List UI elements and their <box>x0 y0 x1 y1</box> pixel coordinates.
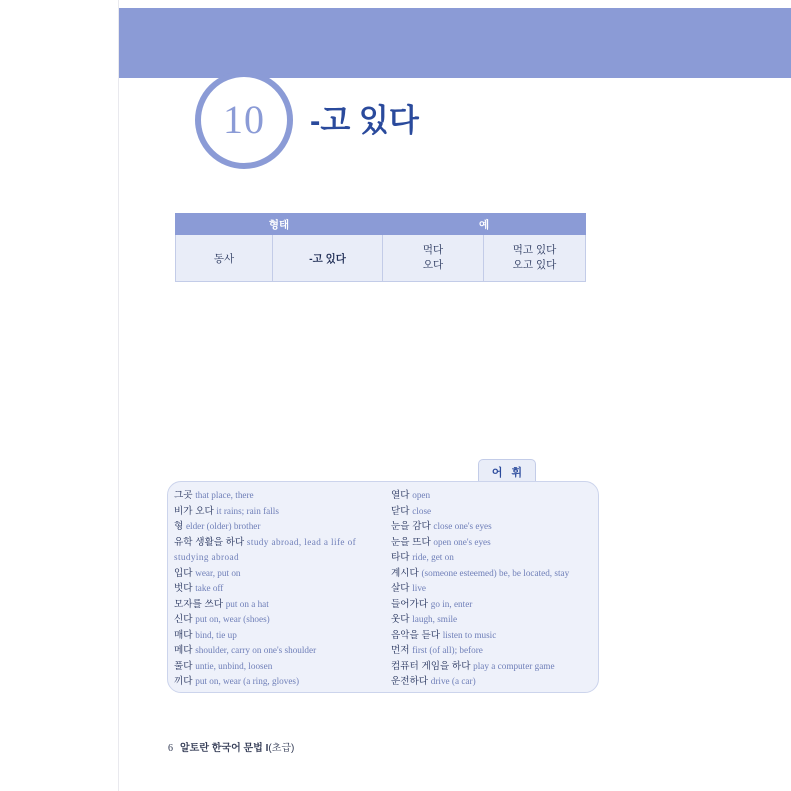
vocab-gloss: (someone esteemed) be, be located, stay <box>421 567 570 578</box>
list-item <box>174 628 377 644</box>
list-item <box>391 674 594 690</box>
list-item <box>174 504 377 520</box>
example-applied-1: 먹고 있다 <box>512 243 557 256</box>
vocab-term: 눈을 감다 <box>391 521 431 533</box>
list-item <box>391 519 594 535</box>
chapter-number-badge <box>195 71 293 169</box>
list-item <box>391 566 594 582</box>
vocabulary-tab-label: 어 휘 <box>491 466 526 479</box>
vocab-term: 모자를 쓰다 <box>174 598 224 610</box>
table-header-row <box>176 214 586 235</box>
vocab-gloss: that place, there <box>195 490 254 500</box>
vocabulary-column-left <box>174 488 377 688</box>
vocab-gloss: open <box>412 490 431 500</box>
example-base-2: 오다 <box>422 259 444 271</box>
book-level: (초급) <box>268 743 295 754</box>
book-title: 알토란 한국어 문법 I <box>180 743 269 754</box>
vocab-gloss: close one's eyes <box>433 521 492 532</box>
list-item <box>391 488 594 504</box>
list-item <box>391 659 594 675</box>
vocab-gloss: play a computer game <box>473 660 555 671</box>
cell-part-of-speech: 동사 <box>176 235 273 282</box>
vocab-gloss: it rains; rain falls <box>216 505 279 516</box>
list-item <box>391 597 594 613</box>
vocab-gloss: elder (older) brother <box>185 521 261 532</box>
vocab-term: 끼다 <box>174 676 193 688</box>
list-item <box>174 612 377 628</box>
vocab-gloss: ride, get on <box>412 552 454 563</box>
vocab-gloss: take off <box>195 583 224 594</box>
page-footer <box>168 739 294 754</box>
chapter-number: 10 <box>223 97 265 142</box>
example-base-1: 먹다 <box>422 243 444 256</box>
table-header-form: 형태 <box>176 214 383 235</box>
list-item <box>391 504 594 520</box>
list-item <box>391 550 594 566</box>
vocab-gloss: put on, wear (shoes) <box>195 614 270 625</box>
cell-form: -고 있다 <box>273 235 383 282</box>
vocab-gloss: first (of all); before <box>412 645 483 656</box>
vocab-term: 풀다 <box>174 660 193 672</box>
vocab-gloss: live <box>412 583 426 594</box>
vocab-term: 그곳 <box>174 490 193 501</box>
table-row <box>176 235 586 282</box>
vocab-gloss: drive (a car) <box>430 676 476 687</box>
page-title: -고 있다 <box>310 103 419 138</box>
vocab-gloss: listen to music <box>442 629 497 640</box>
vocab-term: 매다 <box>174 629 193 641</box>
cell-example-applied <box>484 235 586 282</box>
list-item <box>391 628 594 644</box>
vocab-term: 운전하다 <box>391 676 429 688</box>
vocab-term: 들어가다 <box>391 598 429 610</box>
list-item <box>174 581 377 597</box>
vocab-term: 타다 <box>391 552 410 564</box>
list-item <box>391 612 594 628</box>
list-item <box>174 643 377 659</box>
vocabulary-tab <box>478 459 536 483</box>
vocab-term: 형 <box>174 521 184 533</box>
cell-example-base <box>383 235 484 282</box>
vocab-gloss: shoulder, carry on one's shoulder <box>195 645 317 656</box>
vocab-term: 메다 <box>174 645 193 657</box>
example-applied-2: 오고 있다 <box>512 259 557 271</box>
list-item <box>391 581 594 597</box>
vocabulary-column-right <box>391 488 594 688</box>
table-header-example: 예 <box>383 214 586 235</box>
page-number: 6 <box>168 743 173 754</box>
vocab-term: 벗다 <box>174 583 193 595</box>
vocab-term: 컴퓨터 게임을 하다 <box>391 660 471 672</box>
vocab-term: 입다 <box>174 567 193 579</box>
vocab-term: 닫다 <box>391 505 410 517</box>
vocabulary-columns <box>174 488 594 688</box>
list-item <box>174 535 377 566</box>
vocab-gloss: untie, unbind, loosen <box>195 660 273 671</box>
vocab-gloss: laugh, smile <box>412 614 458 625</box>
vocab-gloss: put on, wear (a ring, gloves) <box>195 676 300 687</box>
vocab-term: 웃다 <box>391 614 410 626</box>
list-item <box>391 643 594 659</box>
list-item <box>174 519 377 535</box>
header-band <box>119 8 791 78</box>
grammar-form-table <box>175 213 586 282</box>
list-item <box>174 659 377 675</box>
vocab-term: 먼저 <box>391 645 410 657</box>
vocab-term: 눈을 뜨다 <box>391 536 431 548</box>
vocab-gloss: put on a hat <box>225 598 269 609</box>
vocab-term: 비가 오다 <box>174 505 214 517</box>
vocab-term: 계시다 <box>391 567 419 579</box>
list-item <box>174 597 377 613</box>
list-item <box>174 566 377 582</box>
vocab-term: 유학 생활을 하다 <box>174 536 245 548</box>
vocab-gloss: close <box>412 505 432 516</box>
vocab-gloss: go in, enter <box>430 598 473 609</box>
list-item <box>391 535 594 551</box>
vocab-gloss: bind, tie up <box>195 629 237 640</box>
vocab-term: 살다 <box>391 583 410 595</box>
vocab-gloss: wear, put on <box>195 567 241 578</box>
vocab-gloss: study abroad, lead a life of studying abroad <box>174 536 357 563</box>
page-gutter <box>0 0 119 791</box>
vocab-term: 음악을 듣다 <box>391 629 441 641</box>
vocab-term: 열다 <box>391 490 410 501</box>
list-item <box>174 488 377 504</box>
vocab-term: 신다 <box>174 614 193 626</box>
list-item <box>174 674 377 690</box>
vocab-gloss: open one's eyes <box>433 536 491 547</box>
